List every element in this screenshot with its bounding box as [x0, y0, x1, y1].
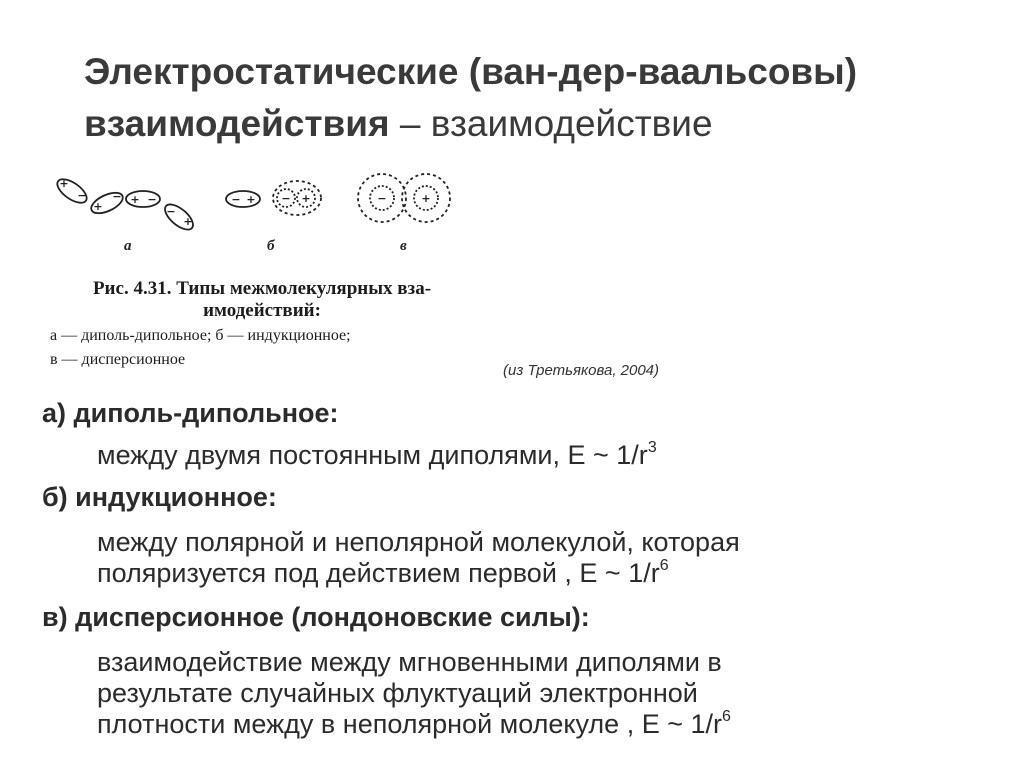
minus-sign: −: [147, 193, 157, 206]
caption-title-2: имодействий:: [203, 300, 321, 321]
plus-sign: +: [301, 192, 311, 205]
title-line-2: [84, 98, 984, 150]
interaction-figure: [40, 170, 480, 385]
source-citation: (из Третьякова, 2004): [503, 362, 660, 379]
molecule-diagrams: [40, 170, 480, 240]
caption-legend-1: а — диполь-дипольное; б — индукционное;: [50, 327, 351, 344]
minus-sign: −: [77, 189, 87, 202]
figure-caption: [42, 278, 482, 370]
caption-title-1: Рис. 4.31. Типы межмолекулярных вза-: [92, 278, 432, 299]
item-b-heading: б) индукционное:: [42, 482, 277, 512]
item-b-line-1: между полярной и неполярной молекулой, которая: [97, 527, 740, 557]
minus-sign: −: [281, 192, 291, 205]
item-c-line-2: результате случайных флуктуаций электронной: [97, 678, 698, 708]
plus-sign: +: [59, 177, 69, 190]
item-b-body: [97, 527, 997, 589]
title-line-1: Электростатические (ван-дер-ваальсовы): [84, 51, 858, 92]
item-c-body: [97, 647, 997, 740]
caption-legend-2: в — дисперсионное: [50, 351, 186, 368]
item-c-exponent: 6: [722, 708, 731, 725]
item-b-line-2: [97, 558, 997, 589]
item-a-body: [97, 440, 997, 471]
minus-sign: −: [377, 192, 387, 205]
item-c-line-3: [97, 709, 997, 740]
slide-title: [84, 46, 984, 150]
minus-sign: −: [166, 205, 176, 218]
item-a-text: между двумя постоянным диполями, Е ~ 1/r: [97, 440, 648, 470]
figure-label-b: б: [267, 238, 275, 254]
item-a-heading: а) диполь-дипольное:: [42, 398, 339, 428]
plus-sign: +: [421, 192, 431, 205]
plus-sign: +: [93, 200, 103, 213]
figure-label-a: а: [124, 238, 132, 254]
minus-sign: −: [231, 193, 241, 206]
item-a-line-1: [97, 440, 997, 471]
title-rest: – взаимодействие: [389, 103, 713, 144]
item-b-text: поляризуется под действием первой , Е ~ 1/r: [97, 558, 660, 588]
figure-label-v: в: [400, 238, 407, 254]
plus-sign: +: [130, 193, 140, 206]
title-bold-word: взаимодействия: [84, 103, 390, 144]
item-c-heading: в) дисперсионное (лондоновские силы):: [42, 602, 590, 632]
item-c-text: плотности между в неполярной молекуле , Е ~ 1/r: [97, 709, 722, 739]
minus-sign: −: [112, 190, 122, 203]
item-b-exponent: 6: [659, 557, 669, 574]
item-c-line-1: взаимодействие между мгновенными диполями в: [97, 647, 722, 677]
plus-sign: +: [246, 193, 256, 206]
plus-sign: +: [183, 215, 193, 228]
item-a-exponent: 3: [647, 439, 657, 456]
